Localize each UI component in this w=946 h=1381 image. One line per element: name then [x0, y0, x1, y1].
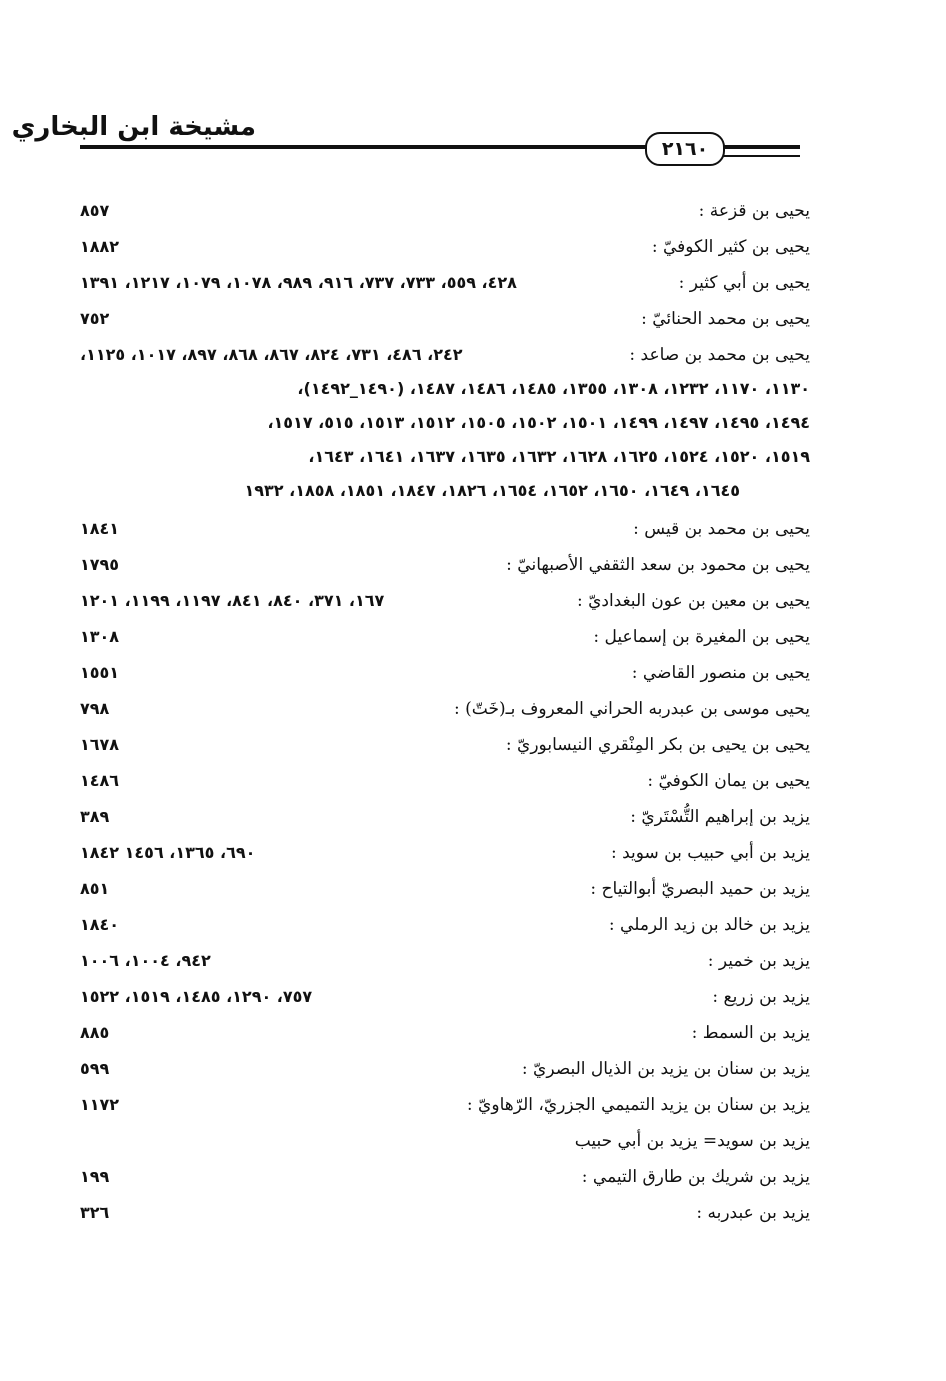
index-entry: [80, 270, 810, 296]
entry-continuation: ١٤٩٤، ١٤٩٥، ١٤٩٧، ١٤٩٩، ١٥٠١، ١٥٠٢، ١٥٠٥، ١٥١٢، ١٥١٣، ٥١٥، ١٥١٧،: [267, 413, 810, 432]
entry-name: يزيد بن زريع :: [712, 987, 810, 1007]
entry-refs: ٦٩٠، ١٣٦٥، ١٤٥٦ ١٨٤٢: [80, 843, 256, 862]
entry-refs: ٧٩٨: [80, 699, 110, 718]
index-entry: [80, 1128, 810, 1154]
book-title: مشيخة ابن البخاري: [11, 112, 256, 142]
index-entry: [80, 732, 810, 758]
entry-refs: ١٩٩: [80, 1167, 110, 1186]
index-entry: [80, 1092, 810, 1118]
entry-refs: ٨٥١: [80, 879, 110, 898]
entry-name: يحيى بن محمود بن سعد الثقفي الأصبهانيّ :: [506, 555, 810, 575]
entry-name: يحيى بن كثير الكوفيّ :: [651, 237, 810, 257]
entry-name: يزيد بن إبراهيم التُّسْتَريّ :: [630, 807, 810, 827]
entry-name: يزيد بن سويد= يزيد بن أبي حبيب: [574, 1131, 810, 1151]
entry-name: يحيى بن يمان الكوفيّ :: [647, 771, 810, 791]
entry-name: يزيد بن أبي حبيب بن سويد :: [610, 843, 810, 863]
index-entry: [80, 552, 810, 578]
index-entry: [80, 912, 810, 938]
entry-continuation: ١٥١٩، ١٥٢٠، ١٥٢٤، ١٦٢٥، ١٦٢٨، ١٦٣٢، ١٦٣٥، ١٦٣٧، ١٦٤١، ١٦٤٣،: [308, 447, 810, 466]
entry-continuation: ١١٣٠، ١١٧٠، ١٢٣٢، ١٣٠٨، ١٣٥٥، ١٤٨٥، ١٤٨٦، ١٤٨٧، (١٤٩٠_١٤٩٢)،: [297, 379, 810, 398]
index-entry: [80, 1056, 810, 1082]
index-entry: [80, 804, 810, 830]
entry-name: يزيد بن شريك بن طارق التيمي :: [581, 1167, 810, 1187]
index-entry: [80, 696, 810, 722]
entry-refs: ٩٤٢، ١٠٠٤، ١٠٠٦: [80, 951, 211, 970]
header-rule-left: [80, 145, 648, 149]
header-rule-right: [718, 145, 800, 149]
entry-name: يحيى بن أبي كثير :: [678, 273, 810, 293]
index-entry: [80, 306, 810, 332]
entry-name: يحيى بن محمد بن قيس :: [633, 519, 810, 539]
index-entry: [80, 840, 810, 866]
index-entry: [80, 948, 810, 974]
entry-refs: ٢٤٢، ٤٨٦، ٧٣١، ٨٢٤، ٨٦٧، ٨٦٨، ٨٩٧، ١٠١٧، ١١٢٥،: [80, 345, 463, 364]
entry-name: يحيى بن منصور القاضي :: [631, 663, 810, 683]
entry-refs: ١٣٠٨: [80, 627, 120, 646]
entry-name: يزيد بن عبدربه :: [696, 1203, 810, 1223]
entry-refs: ١١٧٢: [80, 1095, 120, 1114]
entry-refs: ٣٢٦: [80, 1203, 110, 1222]
entry-name: يحيى بن معين بن عون البغداديّ :: [576, 591, 810, 611]
entry-name: يحيى بن يحيى بن بكر المِنْقري النيسابوريّ :: [505, 735, 810, 755]
entry-name: يحيى موسى بن عبدربه الحراني المعروف بـ(خَتّ) :: [454, 699, 810, 719]
index-entry: [80, 1164, 810, 1190]
index-entry: [80, 198, 810, 224]
index-entry: [80, 768, 810, 794]
entry-name: يزيد بن حميد البصريّ أبوالتياح :: [590, 879, 810, 899]
entry-refs: ٥٩٩: [80, 1059, 110, 1078]
header-rule-thin: [718, 155, 800, 157]
entry-refs: ١٨٤٠: [80, 915, 120, 934]
entry-continuation: ١٦٤٥، ١٦٤٩، ١٦٥٠، ١٦٥٢، ١٦٥٤، ١٨٢٦، ١٨٤٧، ١٨٥١، ١٨٥٨، ١٩٣٢: [244, 481, 740, 500]
entry-refs: ١٨٨٢: [80, 237, 120, 256]
index-entry: [80, 588, 810, 614]
entry-refs: ١٧٩٥: [80, 555, 120, 574]
index-entry: [80, 234, 810, 260]
entry-name: يزيد بن سنان بن يزيد التميمي الجزريّ، الرّهاويّ :: [466, 1095, 810, 1115]
entry-name: يحيى بن محمد الحنائيّ :: [641, 309, 810, 329]
entry-name: يحيى بن المغيرة بن إسماعيل :: [593, 627, 810, 647]
index-entry: [80, 1200, 810, 1226]
entry-name: يزيد بن سنان بن يزيد بن الذيال البصريّ :: [521, 1059, 810, 1079]
index-entry: [80, 1020, 810, 1046]
entry-refs: ٤٢٨، ٥٥٩، ٧٣٣، ٧٣٧، ٩١٦، ٩٨٩، ١٠٧٨، ١٠٧٩، ١٢١٧، ١٣٩١: [80, 273, 517, 292]
entry-refs: ٧٥٧، ١٢٩٠، ١٤٨٥، ١٥١٩، ١٥٢٢: [80, 987, 313, 1006]
index-entry: [80, 984, 810, 1010]
entry-refs: ١٥٥١: [80, 663, 120, 682]
entry-name: يحيى بن محمد بن صاعد :: [629, 345, 810, 365]
index-entry: [80, 660, 810, 686]
entry-refs: ١٦٧٨: [80, 735, 120, 754]
index-entry: [80, 624, 810, 650]
entry-name: يزيد بن خالد بن زيد الرملي :: [608, 915, 810, 935]
index-entry: [80, 342, 810, 368]
entry-refs: ٧٥٢: [80, 309, 110, 328]
entry-refs: ١٦٧، ٣٧١، ٨٤٠، ٨٤١، ١١٩٧، ١١٩٩، ١٢٠١: [80, 591, 385, 610]
entry-name: يزيد بن خمير :: [707, 951, 810, 971]
index-entry: [80, 516, 810, 542]
entry-refs: ٨٨٥: [80, 1023, 110, 1042]
entry-refs: ١٤٨٦: [80, 771, 120, 790]
entry-refs: ٣٨٩: [80, 807, 110, 826]
entry-name: يحيى بن قزعة :: [698, 201, 810, 221]
entry-name: يزيد بن السمط :: [691, 1023, 810, 1043]
entry-refs: ١٨٤١: [80, 519, 120, 538]
page-number: ٢١٦٠: [645, 132, 725, 166]
index-entry: [80, 876, 810, 902]
entry-refs: ٨٥٧: [80, 201, 110, 220]
